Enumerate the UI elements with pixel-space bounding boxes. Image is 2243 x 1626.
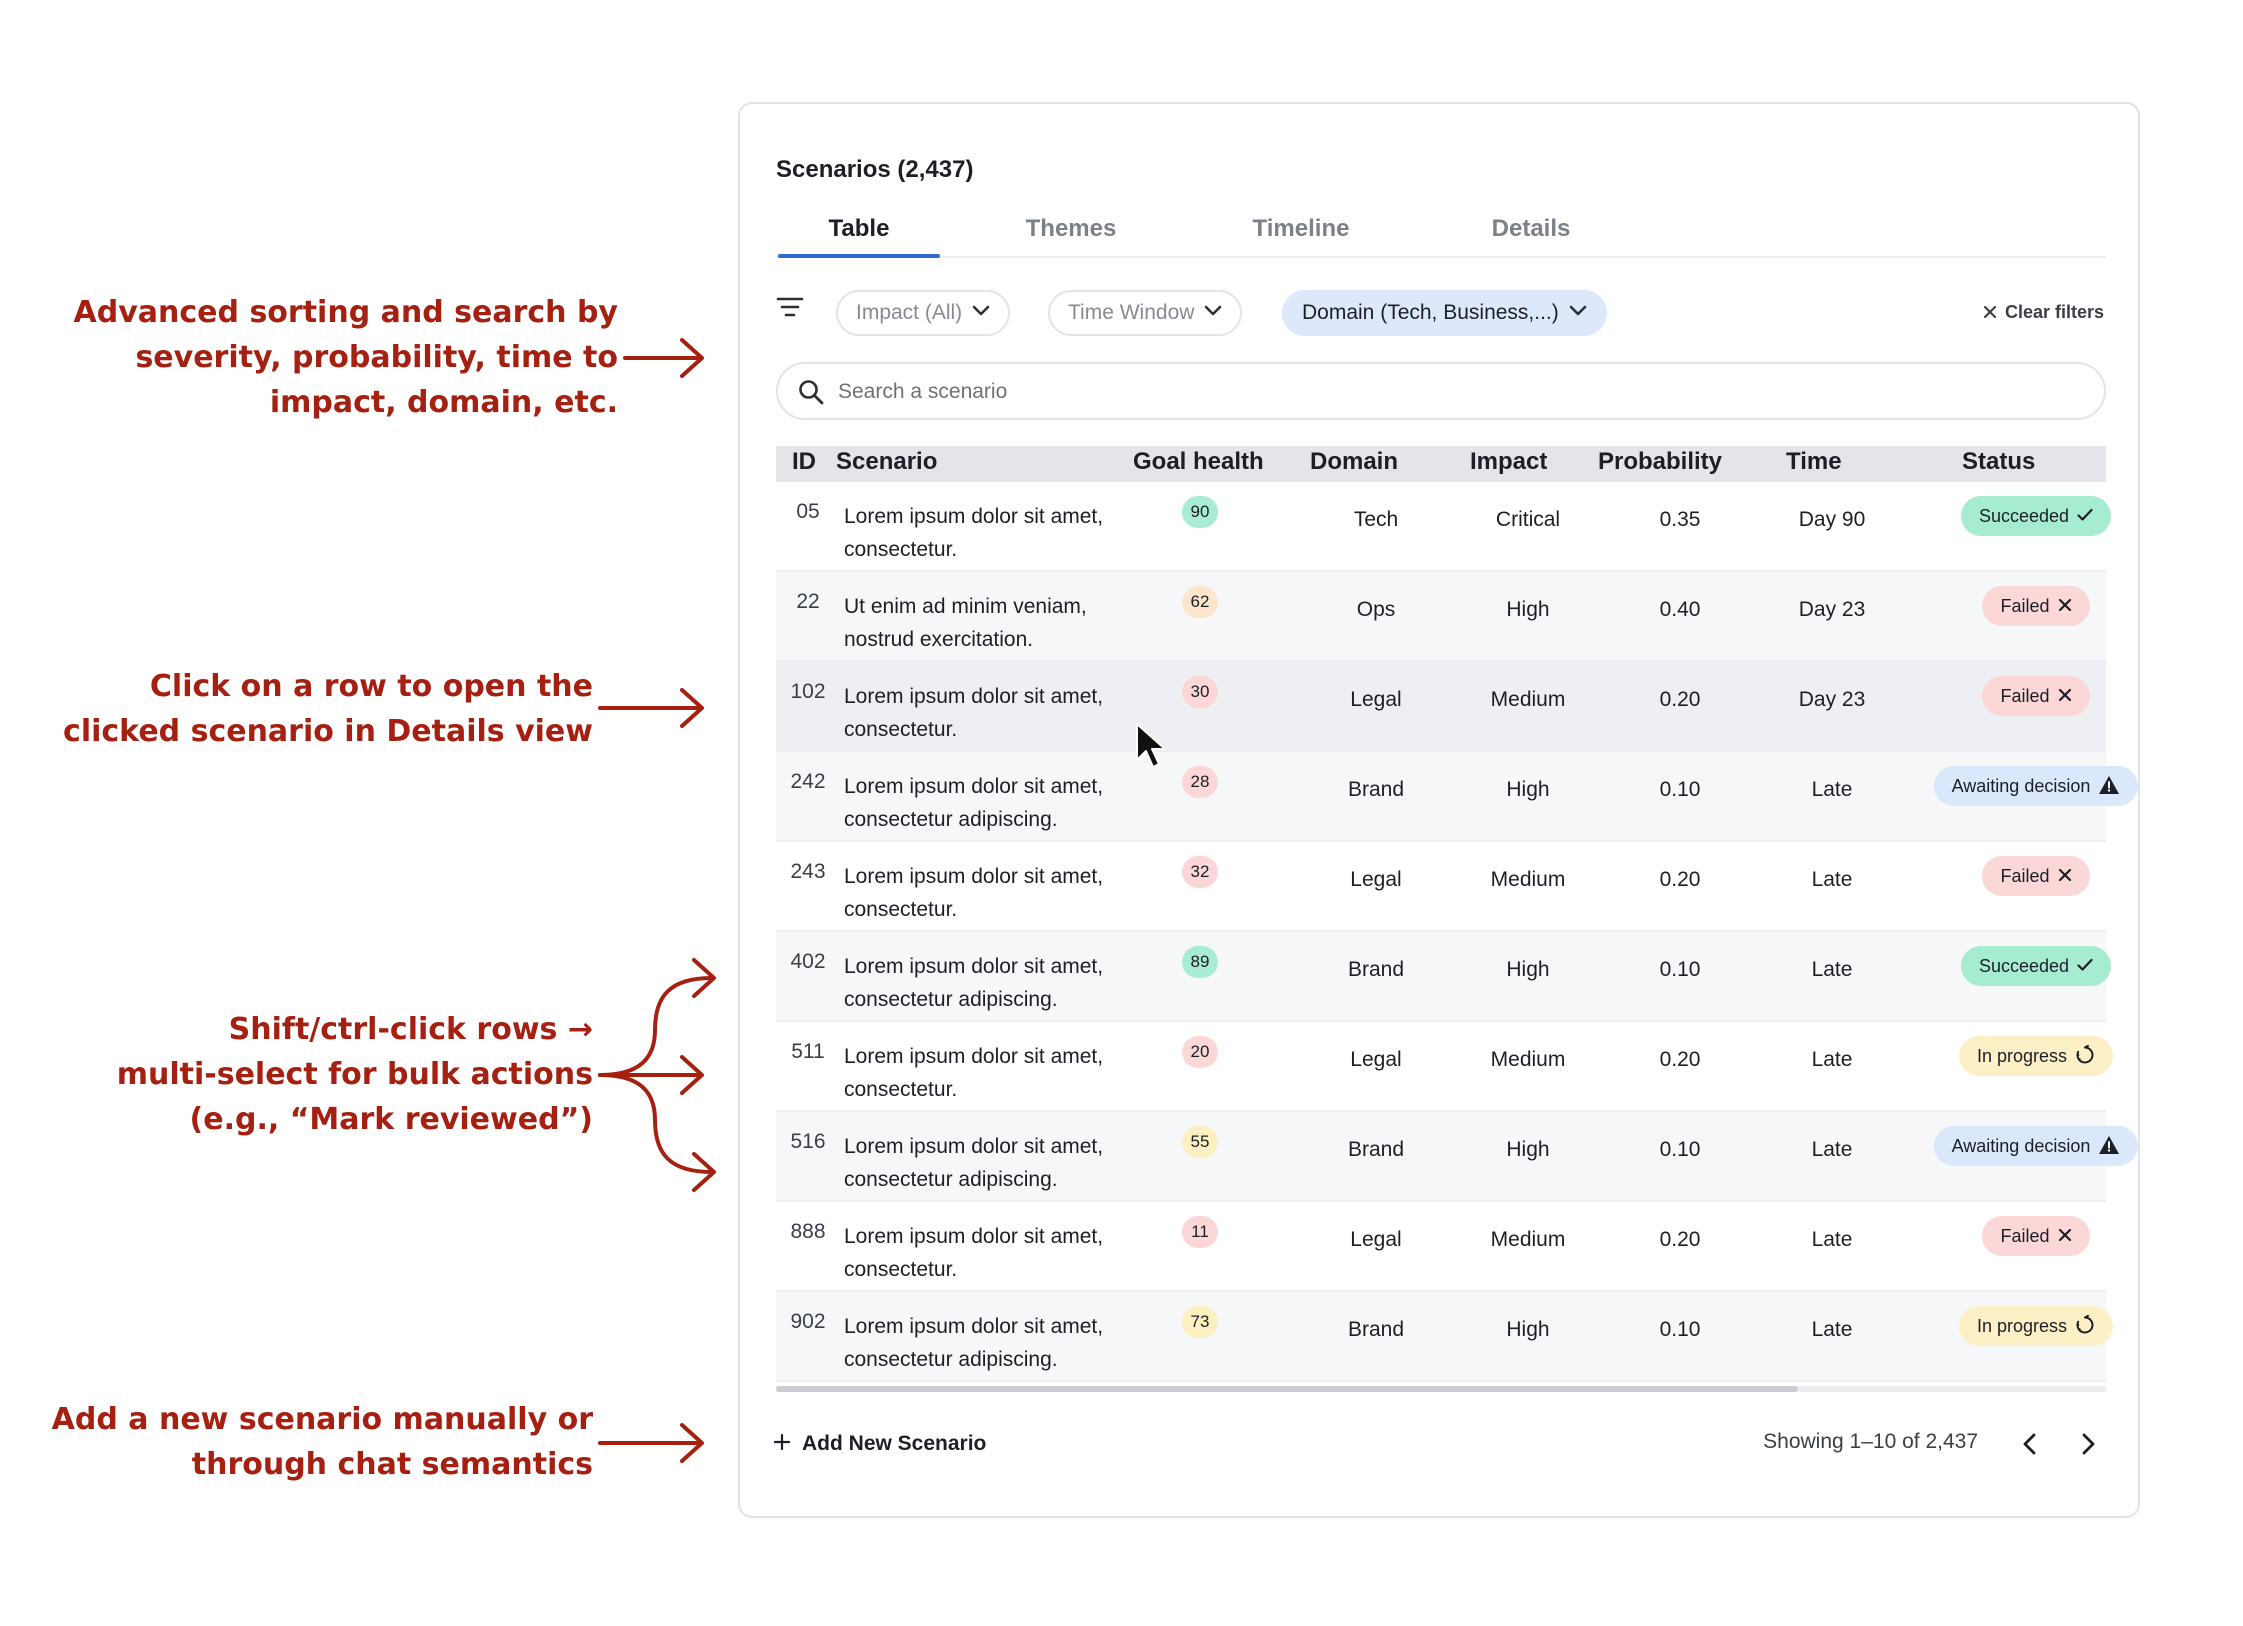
row-impact: Medium [1490, 1228, 1566, 1251]
row-probability: 0.20 [1659, 1048, 1701, 1071]
annotation-line: multi-select for bulk actions [116, 1057, 593, 1092]
row-id: 243 [790, 860, 826, 883]
annotation-line: severity, probability, time to [135, 340, 618, 375]
pagination-text: Showing 1–10 of 2,437 [1763, 1430, 1978, 1453]
mouse-cursor-icon [1135, 722, 1175, 774]
check-icon [2077, 958, 2093, 972]
table-header [776, 446, 2106, 482]
row-probability: 0.20 [1659, 1228, 1701, 1251]
tab-table[interactable]: Table [778, 210, 940, 256]
column-header-id[interactable]: ID [792, 448, 816, 475]
close-icon [1983, 305, 1997, 319]
row-scenario: Lorem ipsum dolor sit amet, consectetur. [844, 685, 1104, 741]
table-row[interactable] [776, 842, 2106, 932]
row-id: 22 [796, 590, 820, 613]
clear-filters-label: Clear filters [2004, 302, 2104, 322]
search-icon [798, 379, 824, 405]
x-icon [2058, 688, 2072, 702]
row-time: Late [1811, 778, 1853, 801]
status-badge [1982, 586, 2089, 626]
filter-lines-icon[interactable] [776, 294, 804, 320]
annotation-line: (e.g., “Mark reviewed”) [189, 1102, 593, 1137]
row-status [1866, 676, 2206, 716]
chevron-down-icon [1204, 305, 1222, 317]
search-input[interactable] [836, 374, 2080, 410]
panel-title: Scenarios (2,437) [776, 156, 974, 183]
table-row[interactable] [776, 662, 2106, 752]
row-id: 05 [796, 500, 820, 523]
annotation-line: clicked scenario in Details view [63, 714, 593, 749]
row-time: Late [1811, 1048, 1853, 1071]
arrow-to-filters [625, 340, 702, 376]
row-scenario: Lorem ipsum dolor sit amet, consectetur adipiscing. [844, 1135, 1104, 1191]
tab-bar [776, 210, 2106, 258]
row-status [1866, 946, 2206, 986]
row-probability: 0.40 [1659, 598, 1701, 621]
table-row[interactable] [776, 1112, 2106, 1202]
row-time: Day 90 [1798, 508, 1866, 531]
x-icon [2058, 1228, 2072, 1242]
filter-domain-label: Domain (Tech, Business,...) [1302, 301, 1559, 324]
status-badge [1982, 1216, 2089, 1256]
status-label: Failed [2000, 866, 2050, 886]
row-scenario: Lorem ipsum dolor sit amet, consectetur. [844, 1225, 1104, 1281]
row-domain: Brand [1347, 778, 1405, 801]
row-status [1866, 856, 2206, 896]
filter-impact-label: Impact (All) [856, 301, 963, 324]
status-badge [1982, 856, 2089, 896]
clear-filters-button[interactable] [1983, 302, 2104, 323]
loading-spinner-icon [2075, 1315, 2095, 1335]
chevron-down-icon [1569, 305, 1587, 317]
filter-domain[interactable] [1282, 290, 1607, 336]
goal-health-badge: 32 [1182, 856, 1218, 888]
row-domain: Legal [1350, 1228, 1402, 1251]
row-impact: Medium [1490, 688, 1566, 711]
row-status [1866, 496, 2206, 536]
goal-health-badge: 20 [1182, 1036, 1218, 1068]
row-impact: Medium [1490, 1048, 1566, 1071]
row-domain: Legal [1350, 688, 1402, 711]
row-domain: Brand [1347, 958, 1405, 981]
row-probability: 0.10 [1659, 1138, 1701, 1161]
row-impact: Medium [1490, 868, 1566, 891]
goal-health-badge: 11 [1182, 1216, 1218, 1248]
row-impact: High [1506, 1318, 1550, 1341]
column-header-probability[interactable]: Probability [1598, 448, 1723, 475]
annotation-line: Advanced sorting and search by [73, 295, 618, 330]
status-label: Succeeded [1978, 956, 2070, 976]
table-row[interactable] [776, 482, 2106, 572]
row-time: Day 23 [1798, 598, 1866, 621]
table-row[interactable] [776, 932, 2106, 1022]
status-badge [1982, 676, 2089, 716]
filter-time-window[interactable] [1048, 290, 1242, 336]
annotation-sorting [74, 290, 618, 425]
annotation-line: Add a new scenario manually or [51, 1402, 593, 1437]
status-badge [1934, 1126, 2139, 1166]
table-row[interactable] [776, 572, 2106, 662]
row-time: Late [1811, 1228, 1853, 1251]
annotation-line: impact, domain, etc. [269, 385, 618, 420]
row-time: Late [1811, 1138, 1853, 1161]
annotation-line: Shift/ctrl-click rows → [228, 1012, 593, 1047]
row-probability: 0.10 [1659, 778, 1701, 801]
filter-impact[interactable] [836, 290, 1010, 336]
status-badge [1959, 1036, 2113, 1076]
scrollbar-thumb[interactable] [776, 1386, 1798, 1392]
tab-details[interactable]: Details [1491, 215, 1571, 242]
search-box [776, 362, 2106, 420]
row-probability: 0.10 [1659, 958, 1701, 981]
row-probability: 0.10 [1659, 1318, 1701, 1341]
horizontal-scrollbar[interactable] [776, 1386, 2106, 1392]
row-time: Late [1811, 1318, 1853, 1341]
status-label: In progress [1976, 1046, 2068, 1066]
row-status [1866, 1216, 2206, 1256]
row-scenario: Lorem ipsum dolor sit amet, consectetur. [844, 865, 1104, 921]
table-row[interactable] [776, 752, 2106, 842]
tab-themes[interactable]: Themes [1025, 215, 1117, 242]
row-probability: 0.35 [1659, 508, 1701, 531]
row-scenario: Lorem ipsum dolor sit amet, consectetur adipiscing. [844, 775, 1104, 831]
row-status [1866, 586, 2206, 626]
annotation-row-click [63, 664, 593, 754]
arrow-to-rows [600, 690, 702, 726]
row-id: 516 [790, 1130, 826, 1153]
column-header-scenario[interactable]: Scenario [836, 448, 938, 475]
row-domain: Ops [1356, 598, 1396, 621]
row-id: 402 [790, 950, 826, 973]
row-scenario: Lorem ipsum dolor sit amet, consectetur adipiscing. [844, 955, 1104, 1011]
row-time: Late [1811, 868, 1853, 891]
row-time: Late [1811, 958, 1853, 981]
chevron-right-icon[interactable] [2070, 1426, 2106, 1462]
status-label: Failed [2000, 1226, 2050, 1246]
row-domain: Tech [1353, 508, 1399, 531]
tab-timeline[interactable]: Timeline [1252, 215, 1350, 242]
row-probability: 0.20 [1659, 688, 1701, 711]
row-impact: High [1506, 778, 1550, 801]
table-row[interactable] [776, 1202, 2106, 1292]
status-label: Succeeded [1978, 506, 2070, 526]
row-domain: Brand [1347, 1318, 1405, 1341]
goal-health-badge: 28 [1182, 766, 1218, 798]
table-row[interactable] [776, 1292, 2106, 1382]
goal-health-badge: 89 [1182, 946, 1218, 978]
chevron-left-icon[interactable] [2012, 1426, 2048, 1462]
status-label: Failed [2000, 686, 2050, 706]
row-id: 902 [790, 1310, 826, 1333]
column-header-goal-health[interactable]: Goal health [1133, 448, 1264, 475]
row-domain: Legal [1350, 868, 1402, 891]
x-icon [2058, 868, 2072, 882]
row-scenario: Ut enim ad minim veniam, nostrud exercitation. [844, 595, 1087, 651]
status-label: Awaiting decision [1951, 1136, 2091, 1156]
arrow-to-add [600, 1425, 702, 1461]
row-status [1866, 1126, 2206, 1166]
x-icon [2058, 598, 2072, 612]
row-scenario: Lorem ipsum dolor sit amet, consectetur. [844, 505, 1104, 561]
row-status [1866, 766, 2206, 806]
row-status [1866, 1306, 2206, 1346]
warning-triangle-icon [2098, 775, 2120, 795]
row-impact: High [1506, 1138, 1550, 1161]
status-label: Failed [2000, 596, 2050, 616]
row-time: Day 23 [1798, 688, 1866, 711]
annotation-line: through chat semantics [191, 1447, 593, 1482]
check-icon [2077, 508, 2093, 522]
status-badge [1961, 946, 2111, 986]
row-id: 242 [790, 770, 826, 793]
filter-time-window-label: Time Window [1068, 301, 1195, 324]
status-label: Awaiting decision [1951, 776, 2091, 796]
row-impact: Critical [1495, 508, 1561, 531]
chevron-down-icon [972, 305, 990, 317]
row-domain: Brand [1347, 1138, 1405, 1161]
status-badge [1934, 766, 2139, 806]
column-header-impact[interactable]: Impact [1470, 448, 1548, 475]
row-id: 102 [790, 680, 826, 703]
row-id: 888 [790, 1220, 826, 1243]
add-new-scenario-label: Add New Scenario [802, 1432, 987, 1455]
warning-triangle-icon [2098, 1135, 2120, 1155]
annotation-line: Click on a row to open the [149, 669, 593, 704]
column-header-domain[interactable]: Domain [1310, 448, 1399, 475]
loading-spinner-icon [2075, 1045, 2095, 1065]
column-header-status[interactable]: Status [1962, 448, 2036, 475]
row-domain: Legal [1350, 1048, 1402, 1071]
row-probability: 0.20 [1659, 868, 1701, 891]
scenarios-panel [738, 102, 2140, 1518]
annotation-multi-select [117, 1007, 593, 1142]
row-scenario: Lorem ipsum dolor sit amet, consectetur. [844, 1045, 1104, 1101]
row-scenario: Lorem ipsum dolor sit amet, consectetur adipiscing. [844, 1315, 1104, 1371]
row-status [1866, 1036, 2206, 1076]
status-badge [1959, 1306, 2113, 1346]
goal-health-badge: 73 [1182, 1306, 1218, 1338]
plus-icon [774, 1434, 790, 1450]
row-impact: High [1506, 958, 1550, 981]
row-impact: High [1506, 598, 1550, 621]
goal-health-badge: 30 [1182, 676, 1218, 708]
table-row[interactable] [776, 1022, 2106, 1112]
goal-health-badge: 62 [1182, 586, 1218, 618]
add-new-scenario-button[interactable] [774, 1432, 986, 1456]
goal-health-badge: 90 [1182, 496, 1218, 528]
status-label: In progress [1976, 1316, 2068, 1336]
annotation-add-scenario [52, 1397, 593, 1487]
column-header-time[interactable]: Time [1786, 448, 1842, 475]
branching-arrows-multi-select [600, 960, 714, 1190]
status-badge [1961, 496, 2111, 536]
goal-health-badge: 55 [1182, 1126, 1218, 1158]
row-id: 511 [791, 1040, 825, 1063]
table-body [776, 482, 2106, 1382]
